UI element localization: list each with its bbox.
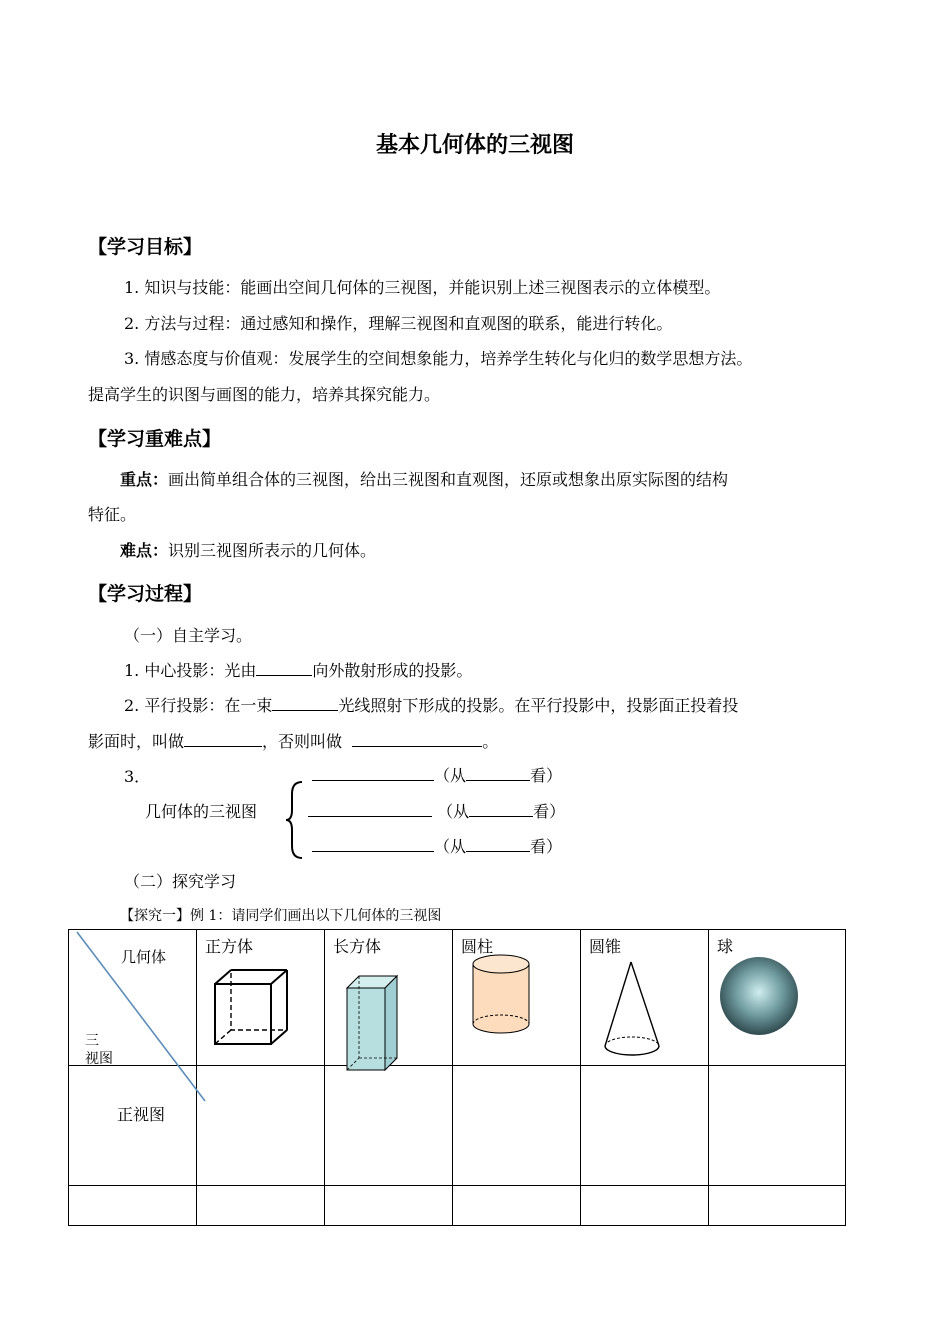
row-label-front [69,1066,197,1186]
corner-top-label: 几何体 [121,948,167,966]
self-study: （一）自主学习。 [124,626,253,645]
corner-bottom-label-1: 三 [85,1033,99,1049]
from-2: （从 [437,802,470,821]
q3-label: 几何体的三视图 [145,802,258,821]
row-label-front-text: 正视图 [117,1105,166,1124]
col-label-cylinder: 圆柱 [461,937,494,956]
cube-icon [211,966,291,1050]
q2-text-c: 影面时，叫做 [88,732,185,751]
diff-label: 难点： [120,541,169,560]
q1-text-b: 向外散射形成的投影。 [312,661,473,680]
q2-text-d: ，否则叫做 [262,732,343,751]
key-text: 画出简单组合体的三视图，给出三视图和直观图，还原或想象出原实际图的结构 [168,470,729,489]
col-label-cube: 正方体 [205,937,254,956]
cell-front-cylinder[interactable] [453,1066,581,1186]
blank-dir-2 [469,802,533,817]
cell-front-cone[interactable] [581,1066,709,1186]
q1-text-a: 1. 中心投影：光由 [124,661,257,680]
col-cube [197,930,325,1066]
q3-number: 3． [124,767,151,786]
example-heading: 【探究一】例 1：请同学们画出以下几何体的三视图 [120,908,442,924]
view-row-3 [312,834,562,857]
look-3: 看） [530,837,563,856]
key-label: 重点： [120,470,169,489]
cell-empty-4[interactable] [581,1186,709,1226]
explore-heading: （二）探究学习 [124,872,237,891]
look-1: 看） [530,766,563,785]
table-corner-cell [69,930,197,1066]
blank-q2-1 [272,696,338,711]
col-cuboid [325,930,453,1066]
cuboid-icon [345,974,405,1074]
col-cone [581,930,709,1066]
col-cylinder [453,930,581,1066]
cell-front-sphere[interactable] [709,1066,846,1186]
blank-view-2 [308,802,432,817]
cell-empty-3[interactable] [453,1186,581,1226]
look-2: 看） [533,802,566,821]
view-row-2 [308,799,565,822]
blank-dir-3 [466,837,530,852]
goal-3: 3. 情感态度与价值观：发展学生的空间想象能力，培养学生转化与化归的数学思想方法。 [124,349,753,368]
q2-text-e: 。 [482,732,499,751]
cell-empty-1[interactable] [197,1186,325,1226]
q2-text-b: 光线照射下形成的投影。在平行投影中，投影面正投着投 [338,696,739,715]
question-1 [124,658,472,681]
section-process: 【学习过程】 [88,583,203,605]
page-title: 基本几何体的三视图 [375,133,574,158]
section-keypoints: 【学习重难点】 [88,428,222,450]
goal-3-cont: 提高学生的识图与画图的能力，培养其探究能力。 [88,385,441,404]
section-goals: 【学习目标】 [88,236,203,258]
diff-text: 识别三视图所表示的几何体。 [168,541,377,560]
cell-empty-5[interactable] [709,1186,846,1226]
cone-icon [601,958,665,1062]
key-point [120,467,728,490]
q2-text-a: 2. 平行投影：在一束 [124,696,273,715]
col-sphere [709,930,846,1066]
sphere-icon [717,954,801,1038]
from-1: （从 [434,766,467,785]
blank-q1 [256,661,312,676]
cell-empty-2[interactable] [325,1186,453,1226]
key-text-cont: 特征。 [88,505,137,524]
three-view-table [68,929,846,1226]
difficult-point [120,538,376,561]
row-empty-label [69,1186,197,1226]
corner-bottom-label-2: 视图 [85,1051,113,1067]
question-2 [124,693,738,716]
goal-1: 1. 知识与技能：能画出空间几何体的三视图，并能识别上述三视图表示的立体模型。 [124,278,721,297]
view-row-1 [312,763,562,786]
blank-q2-3 [352,732,482,747]
col-label-cuboid: 长方体 [333,937,382,956]
question-2-cont [88,729,498,752]
cell-front-cube[interactable] [197,1066,325,1186]
blank-view-1 [312,766,434,781]
blank-view-3 [312,837,434,852]
cylinder-icon [469,950,533,1040]
col-label-sphere: 球 [717,937,734,956]
col-label-cone: 圆锥 [589,937,622,956]
blank-dir-1 [466,766,530,781]
brace-icon [284,780,306,860]
from-3: （从 [434,837,467,856]
cell-front-cuboid[interactable] [325,1066,453,1186]
goal-2: 2. 方法与过程：通过感知和操作，理解三视图和直观图的联系，能进行转化。 [124,314,673,333]
blank-q2-2 [184,732,262,747]
